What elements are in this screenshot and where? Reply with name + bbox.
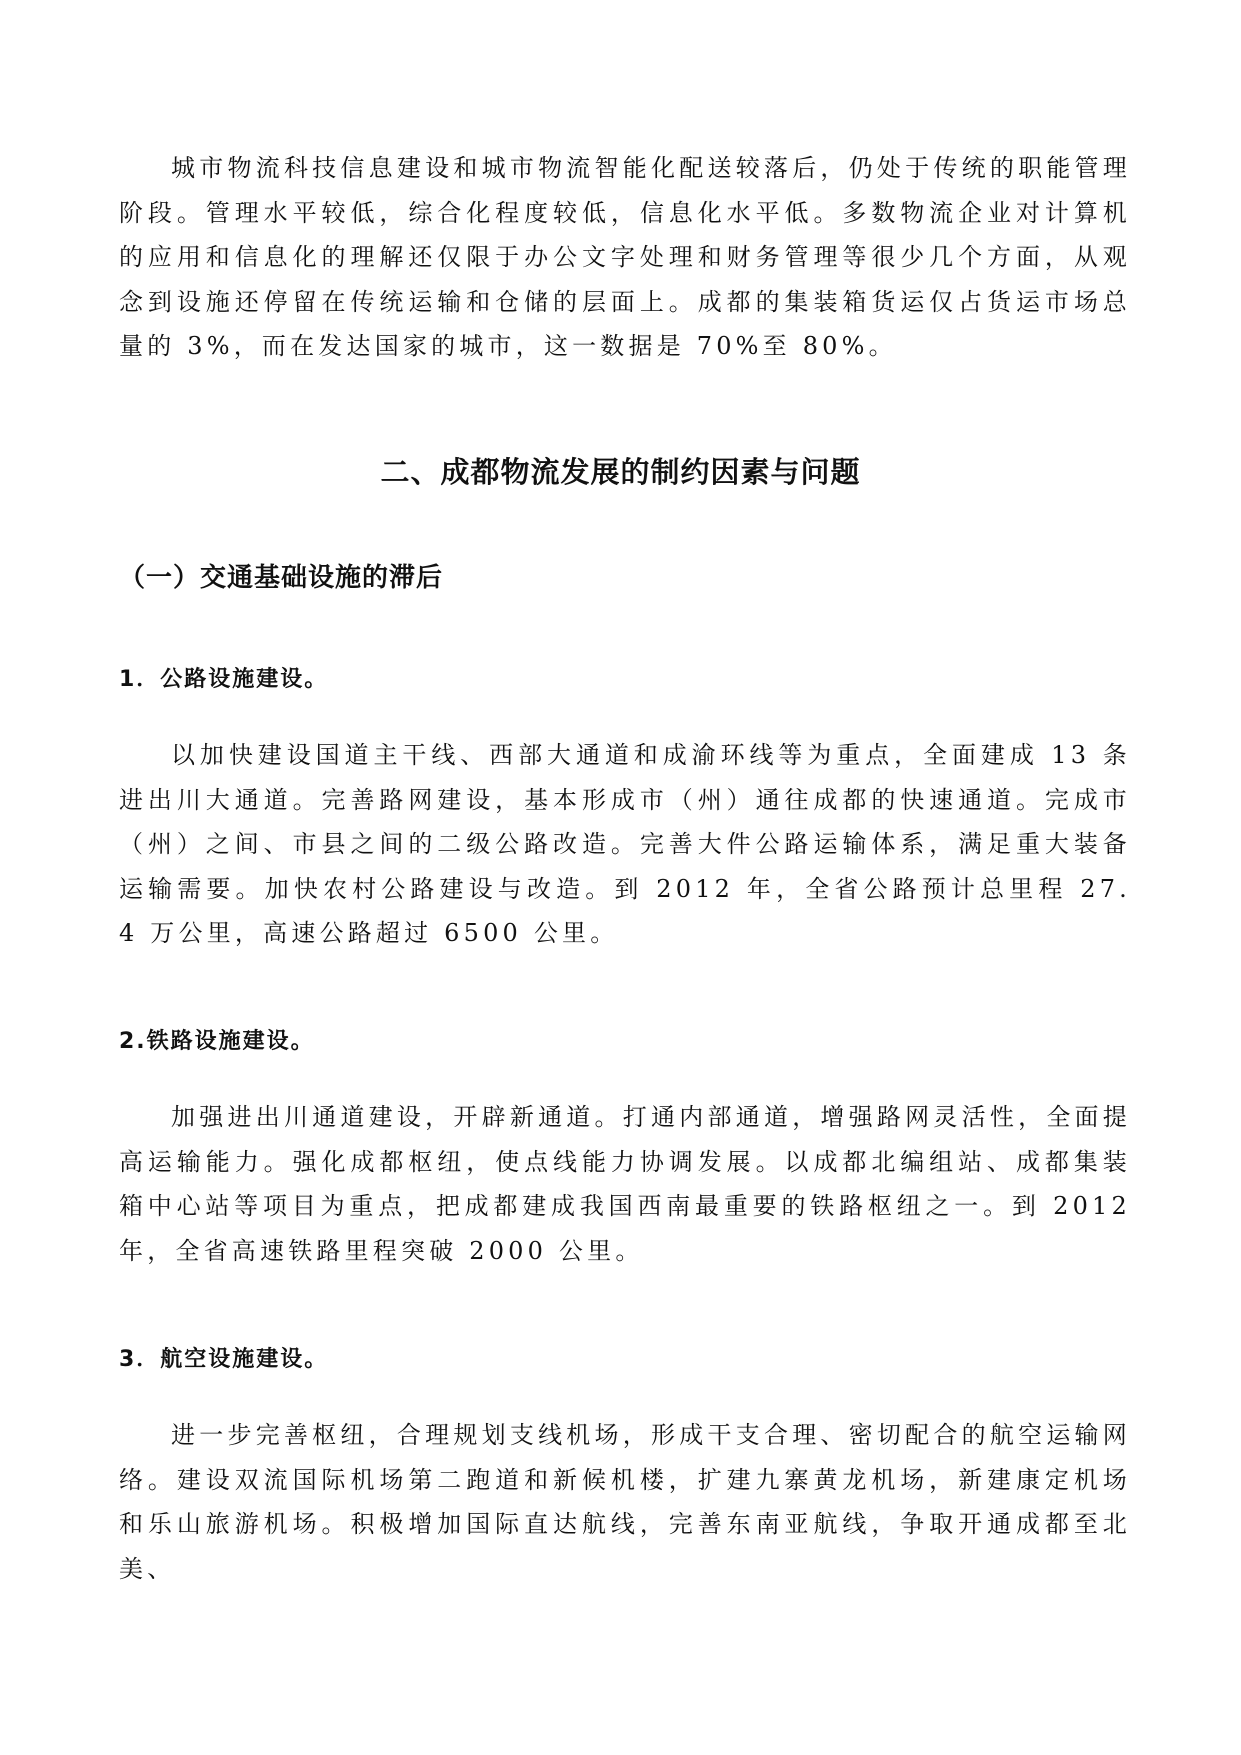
- item-title-aviation: 3．航空设施建设。: [119, 1347, 329, 1372]
- item-title-road: 1．公路设施建设。: [119, 667, 329, 692]
- item-text-aviation: 进一步完善枢纽，合理规划支线机场，形成干支合理、密切配合的航空运输网络。建设双流国际机场第二跑道和新候机楼，扩建九寨黄龙机场，新建康定机场和乐山旅游机场。积极增加国际直达航线，完善东南亚航线，争取开通成都至北美、: [119, 1421, 1131, 1583]
- item-text-road: 以加快建设国道主干线、西部大通道和成渝环线等为重点，全面建成 13 条进出川大通道。完善路网建设，基本形成市（州）通往成都的快速通道。完成市（州）之间、市县之间的二级公路改造。完善大件公路运输体系，满足重大装备运输需要。加快农村公路建设与改造。到 2012 年，全省公路预计总里程 27. 4 万公里，高速公路超过 6500 公里。: [119, 741, 1131, 947]
- intro-paragraph: 城市物流科技信息建设和城市物流智能化配送较落后，仍处于传统的职能管理阶段。管理水平较低，综合化程度较低，信息化水平低。多数物流企业对计算机的应用和信息化的理解还仅限于办公文字处理和财务管理等很少几个方面，从观念到设施还停留在传统运输和仓储的层面上。成都的集装箱货运仅占货运市场总量的 3%，而在发达国家的城市，这一数据是 70%至 80%。: [119, 154, 1131, 360]
- item-title-railway: 2.铁路设施建设。: [119, 1029, 315, 1054]
- section-title: 二、成都物流发展的制约因素与问题: [380, 455, 861, 489]
- subsection-title: （一）交通基础设施的滞后: [119, 563, 444, 593]
- item-text-railway: 加强进出川通道建设，开辟新通道。打通内部通道，增强路网灵活性，全面提高运输能力。强化成都枢纽，使点线能力协调发展。以成都北编组站、成都集装箱中心站等项目为重点，把成都建成我国西南最重要的铁路枢纽之一。到 2012 年，全省高速铁路里程突破 2000 公里。: [119, 1103, 1131, 1265]
